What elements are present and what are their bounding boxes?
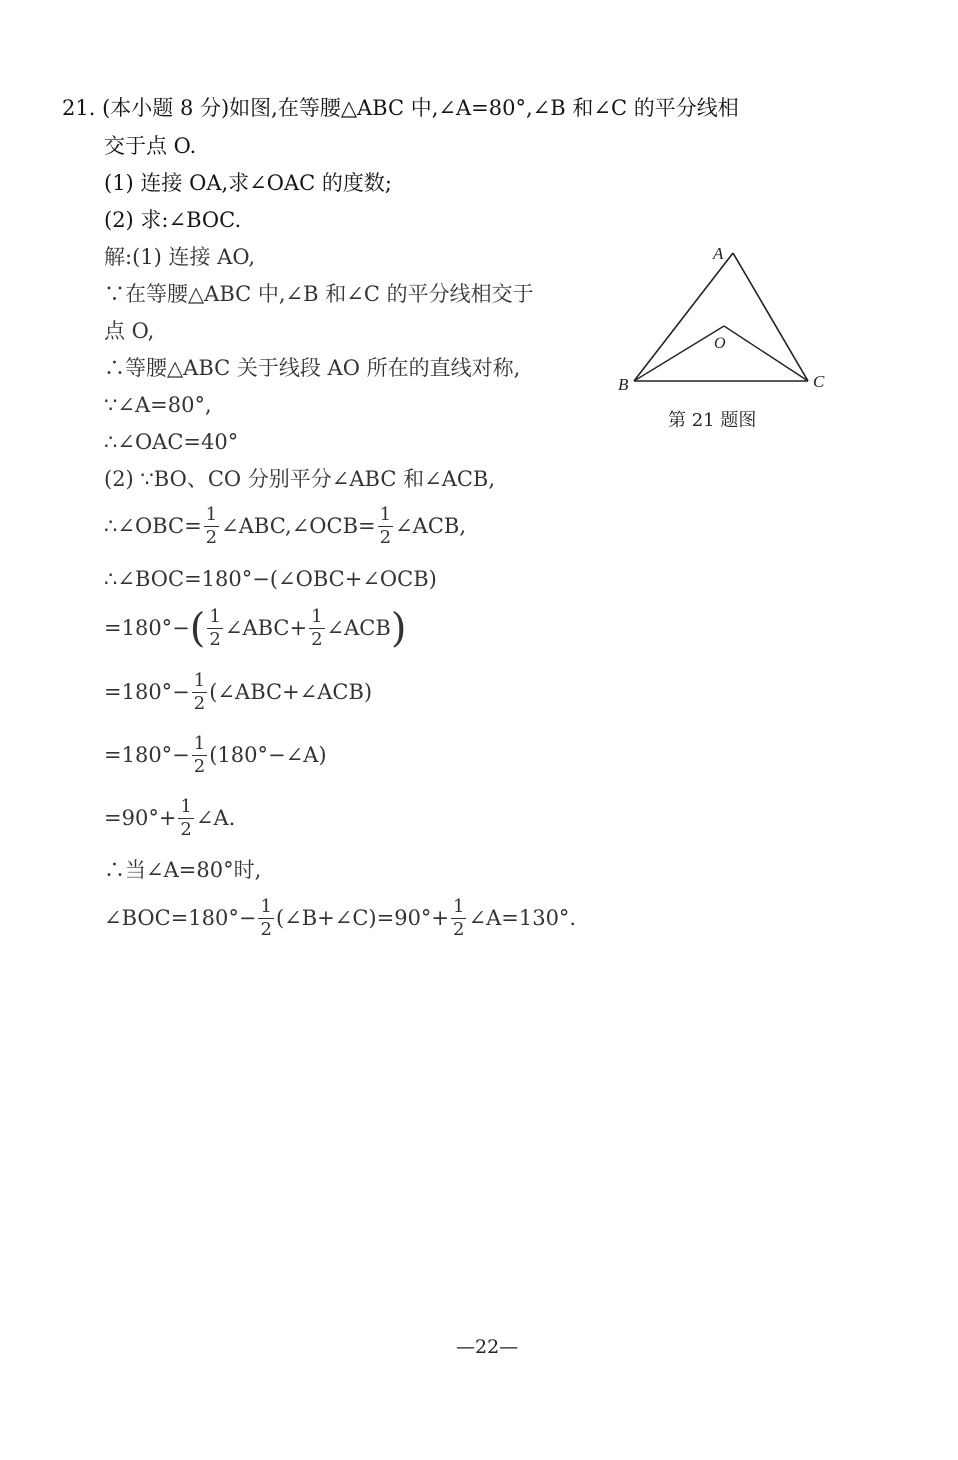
solution-line-10 [104,605,407,652]
fraction-denominator: 2 [379,527,392,548]
solution-line-5: ∵∠A=80°, [104,393,212,417]
fraction-half [192,672,207,713]
large-paren-close: ) [390,605,407,652]
text-segment: (∠ABC+∠ACB) [209,680,373,704]
fraction-half [378,506,393,547]
text-segment: =180°− [104,616,190,640]
text-segment: ∠ACB [326,616,391,640]
fraction-denominator: 2 [205,527,218,548]
question-part-1: (1) 连接 OA,求∠OAC 的度数; [104,171,392,195]
solution-line-14: ∴当∠A=80°时, [104,858,262,882]
solution-line-4: ∴等腰△ABC 关于线段 AO 所在的直线对称, [104,356,521,380]
text-segment: =90°+ [104,806,177,830]
fraction-half [204,506,219,547]
solution-line-1: 解:(1) 连接 AO, [104,245,255,269]
bisector-co [724,326,808,381]
fraction-numerator: 1 [260,896,272,917]
bisector-bo [634,326,724,381]
text-segment: (∠B+∠C)=90°+ [275,906,450,930]
fraction-numerator: 1 [180,796,192,817]
vertex-label-a: A [713,244,724,263]
text-segment: ∴∠OBC= [104,514,202,538]
fraction-numerator: 1 [453,896,465,917]
point-label-o: O [714,335,726,352]
large-paren-open: ( [189,605,206,652]
fraction-half [309,608,324,649]
solution-line-13 [104,798,235,839]
figure-caption: 第 21 题图 [668,410,757,431]
text-segment: ∠BOC=180°− [104,906,257,930]
solution-line-8 [104,506,466,547]
fraction-half [178,798,193,839]
solution-line-3: 点 O, [104,319,155,343]
fraction-numerator: 1 [193,670,206,691]
vertex-label-c: C [813,372,825,391]
fraction-half [207,608,222,649]
vertex-label-b: B [618,375,629,394]
text-segment: ∠ABC,∠OCB= [221,514,376,538]
fraction-half [258,898,273,939]
fraction-denominator: 2 [193,756,206,777]
fraction-half [451,898,466,939]
fraction-numerator: 1 [379,504,392,525]
fraction-half [192,735,207,776]
text-segment: ∠ABC+ [224,616,308,640]
text-segment: ∠A=130°. [468,906,577,930]
fraction-denominator: 2 [453,919,465,940]
text-segment: (180°−∠A) [209,743,327,767]
fraction-denominator: 2 [193,693,206,714]
solution-line-6: ∴∠OAC=40° [104,430,239,454]
fraction-numerator: 1 [205,504,218,525]
fraction-denominator: 2 [311,629,323,650]
solution-line-7: (2) ∵BO、CO 分别平分∠ABC 和∠ACB, [104,467,496,491]
side-ba [634,253,733,381]
fraction-numerator: 1 [311,606,323,627]
solution-line-9: ∴∠BOC=180°−(∠OBC+∠OCB) [104,567,437,591]
page-number: —22— [456,1336,519,1358]
fraction-denominator: 2 [260,919,272,940]
text-segment: =180°− [104,743,190,767]
solution-line-11 [104,672,372,713]
solution-line-2: ∵在等腰△ABC 中,∠B 和∠C 的平分线相交于 [104,282,534,306]
text-segment: =180°− [104,680,190,704]
fraction-denominator: 2 [180,819,192,840]
question-part-2: (2) 求:∠BOC. [104,208,242,232]
side-ac [733,253,808,381]
question-line-1: 21. (本小题 8 分)如图,在等腰△ABC 中,∠A=80°,∠B 和∠C 的平分线相 [62,96,739,120]
solution-line-12 [104,735,327,776]
solution-line-15 [104,898,576,939]
fraction-numerator: 1 [193,733,206,754]
text-segment: ∠A. [195,806,236,830]
text-segment: ∠ACB, [395,514,467,538]
fraction-denominator: 2 [209,629,221,650]
fraction-numerator: 1 [209,606,221,627]
question-line-2: 交于点 O. [104,134,197,158]
